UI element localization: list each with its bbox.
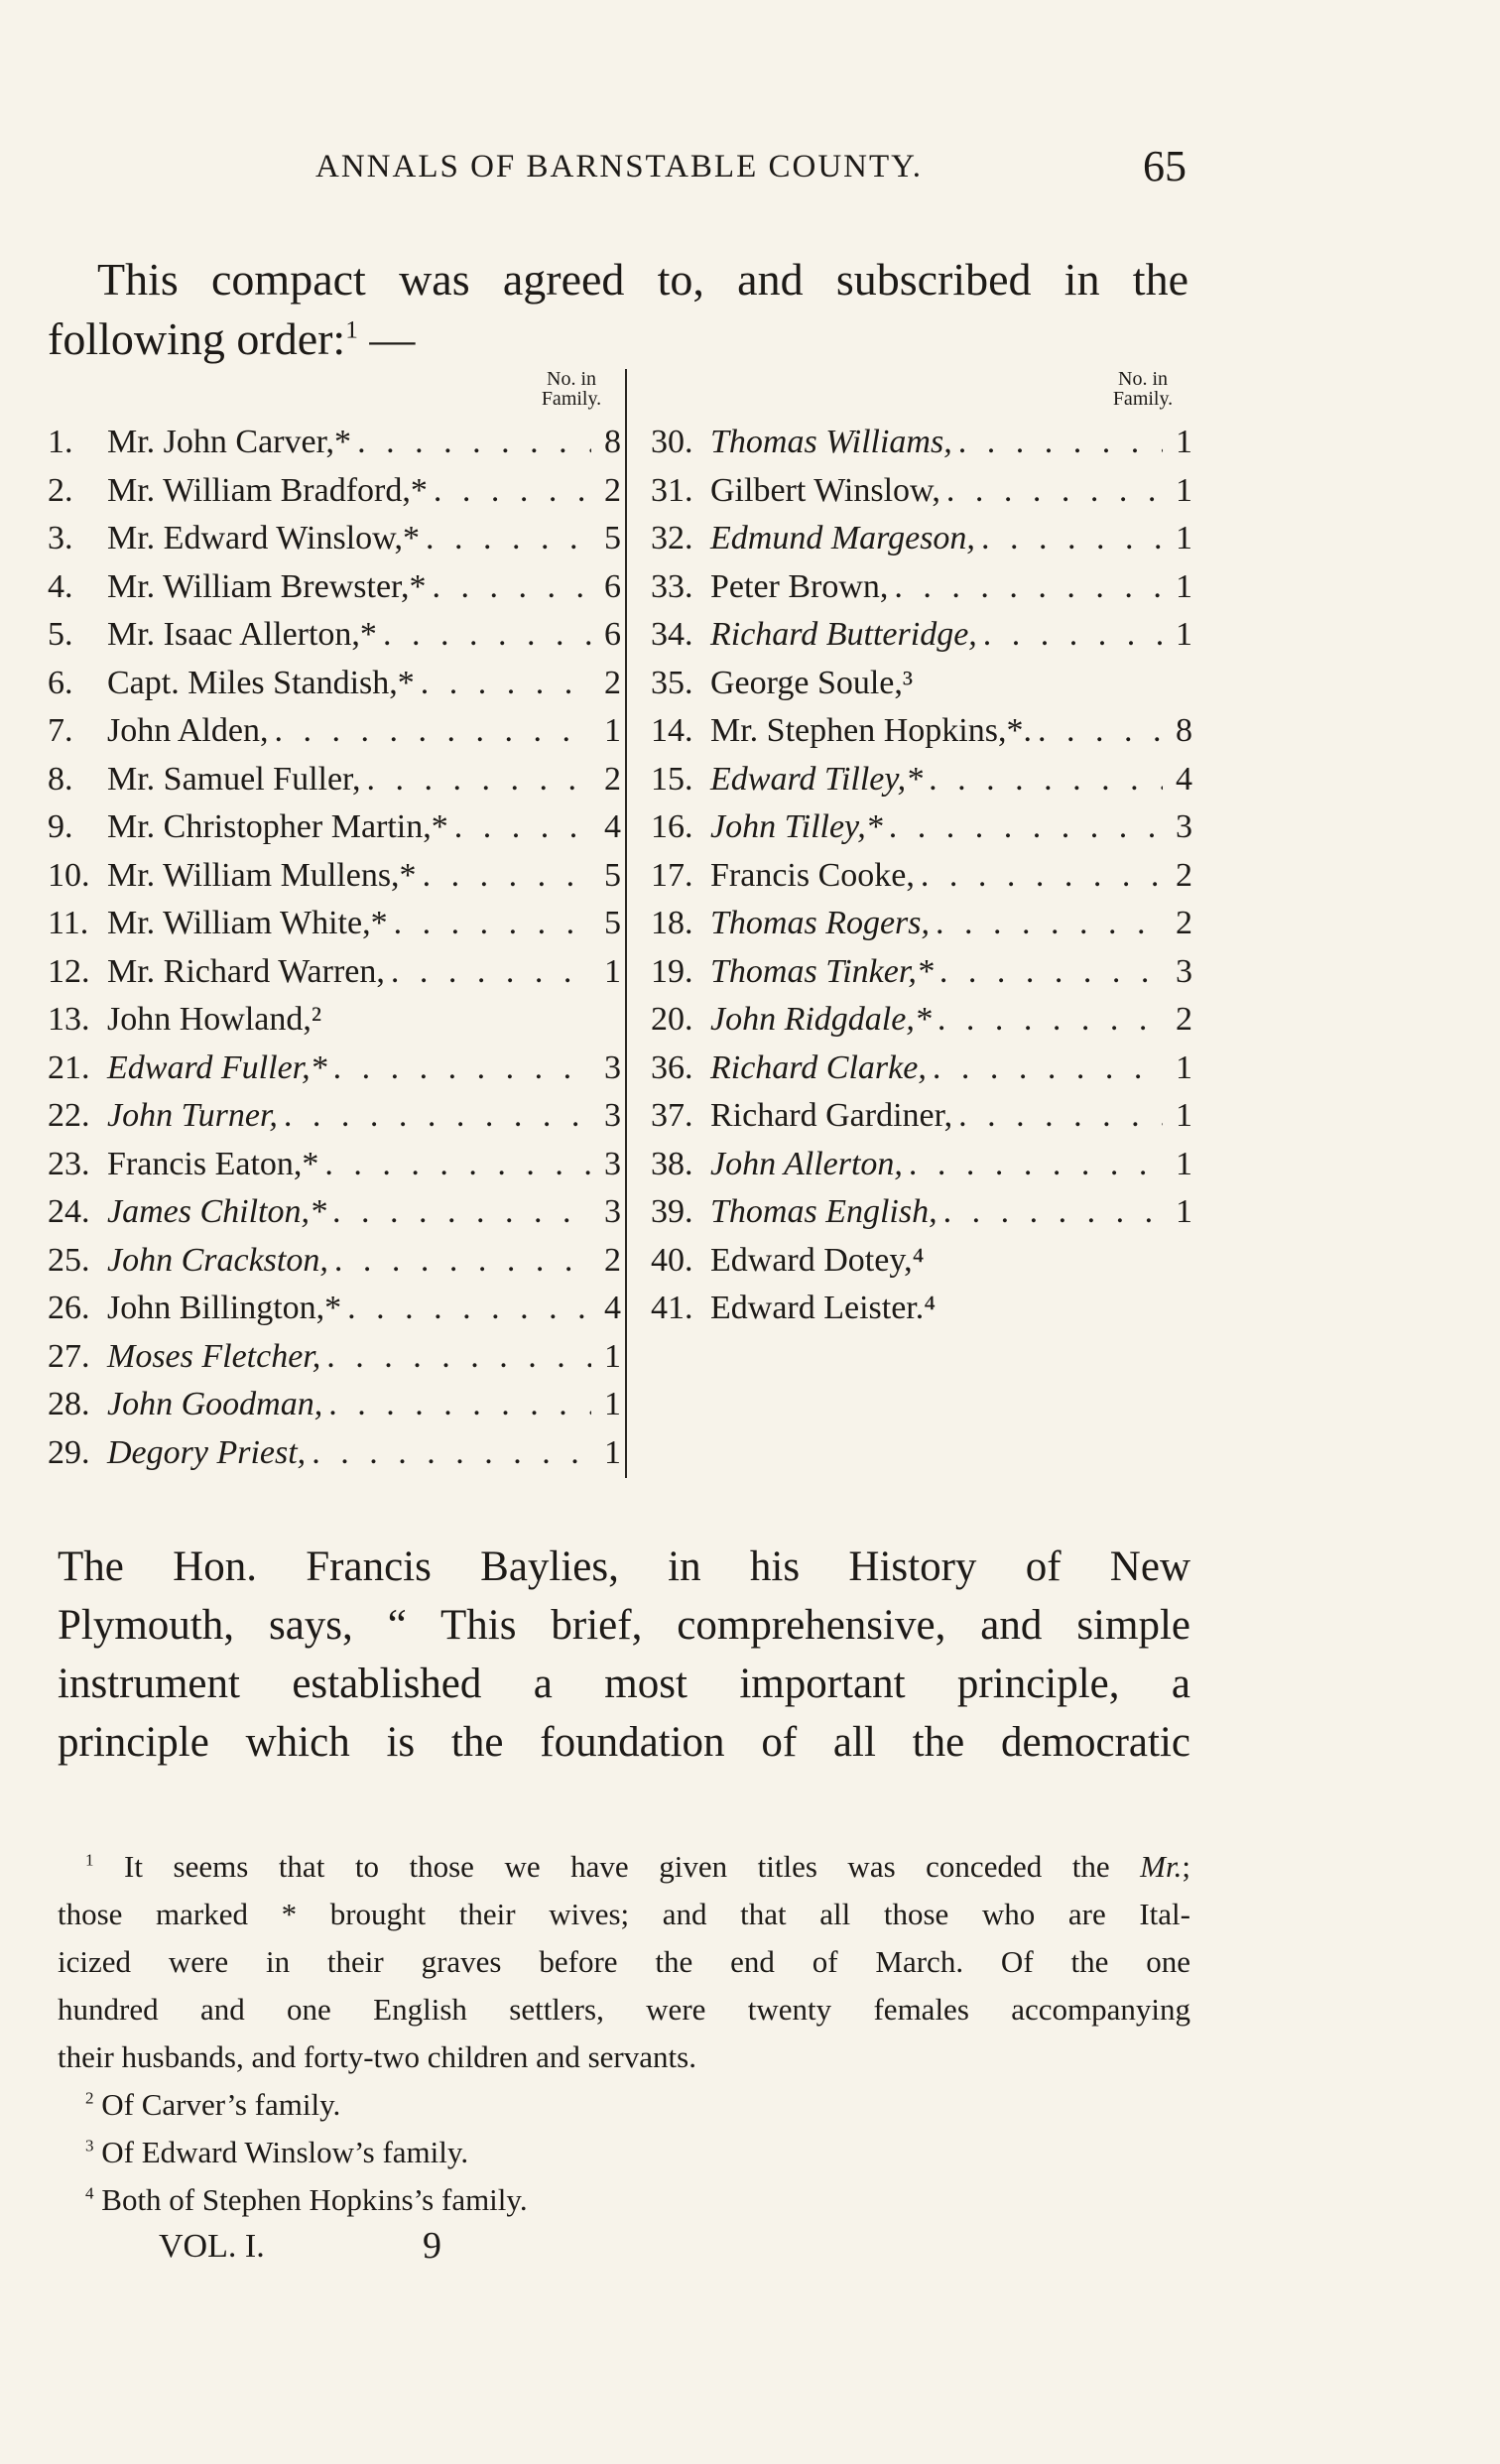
family-count: 1 <box>1176 1097 1192 1134</box>
dot-leader <box>268 707 591 756</box>
signer-name: John Billington,* <box>107 1290 342 1326</box>
family-count: 2 <box>1176 1001 1192 1038</box>
signer-number: 37. <box>651 1097 693 1134</box>
signer-name: Mr. John Carver,* <box>107 424 352 460</box>
signer-name: Thomas English, <box>710 1193 938 1230</box>
dot-leader <box>420 515 591 563</box>
signer-row <box>48 1429 621 1478</box>
signer-name: John Alden, <box>107 712 269 749</box>
signer-name: Mr. Christopher Martin,* <box>107 808 448 845</box>
signature-mark <box>159 2225 441 2267</box>
signer-row <box>651 803 1192 852</box>
signer-number: 32. <box>651 520 693 556</box>
signer-number: 17. <box>651 856 693 894</box>
family-count: 2 <box>604 1241 621 1279</box>
signer-row <box>48 996 621 1045</box>
dot-leader <box>936 1285 1163 1333</box>
signer-number: 7. <box>48 712 73 749</box>
signer-number: 23. <box>48 1145 90 1182</box>
signer-row <box>48 948 621 997</box>
footnote-4 <box>58 2176 1190 2224</box>
footnote-2-marker: 2 <box>85 2088 94 2108</box>
family-count: 2 <box>604 471 621 509</box>
footnote-1-line-1-post: ; <box>1182 1849 1190 1884</box>
signer-name: Edward Fuller,* <box>107 1048 327 1086</box>
signer-row <box>48 1237 621 1286</box>
signer-row <box>48 1045 621 1093</box>
family-count: 2 <box>604 760 621 798</box>
signer-number: 1. <box>48 424 73 460</box>
signer-number: 20. <box>651 1001 693 1038</box>
signer-name: Richard Gardiner, <box>710 1097 953 1134</box>
family-count: 4 <box>1176 760 1192 798</box>
signer-row <box>651 948 1192 997</box>
signers-list-left <box>48 419 621 1477</box>
signer-number: 3. <box>48 520 73 556</box>
signer-name: Mr. William Mullens,* <box>107 856 417 894</box>
signer-name: John Tilley,* <box>710 808 883 845</box>
family-count: 3 <box>1176 808 1192 845</box>
signer-row <box>651 419 1192 467</box>
family-count <box>1163 1237 1192 1286</box>
signer-name: Moses Fletcher, <box>107 1337 321 1375</box>
signer-number: 11. <box>48 905 89 941</box>
signer-number: 10. <box>48 856 90 894</box>
signers-list-right <box>651 419 1192 1333</box>
dot-leader <box>377 611 591 660</box>
dot-leader <box>934 948 1163 997</box>
body-paragraph <box>58 1538 1190 1772</box>
family-count: 4 <box>604 808 621 845</box>
body-line-1: The Hon. Francis Baylies, in his History of New <box>58 1543 1190 1590</box>
signer-row <box>48 1092 621 1141</box>
signer-row <box>651 563 1192 612</box>
intro-line-1: This compact was agreed to, and subscribed in the <box>97 254 1188 305</box>
dot-leader <box>415 660 591 708</box>
family-count: 1 <box>604 952 621 990</box>
signer-name: Edward Leister.⁴ <box>710 1290 937 1326</box>
dot-leader <box>320 1333 591 1382</box>
dot-leader <box>952 419 1163 467</box>
signer-number: 31. <box>651 471 693 509</box>
sheet-number: 9 <box>423 2225 441 2267</box>
signer-name: Gilbert Winslow, <box>710 471 940 509</box>
family-count: 1 <box>604 712 621 749</box>
footnote-1-line-1 <box>58 1843 1190 1891</box>
column-header-family-right: No. in Family. <box>1112 368 1174 410</box>
signer-row <box>651 611 1192 660</box>
dot-leader <box>388 900 591 948</box>
family-count: 1 <box>1176 567 1192 605</box>
signer-name: John Ridgdale,* <box>710 1001 932 1038</box>
signer-name: Degory Priest, <box>107 1433 307 1471</box>
dot-leader <box>913 660 1163 708</box>
signer-row <box>48 1188 621 1237</box>
signer-name: John Howland,² <box>107 1001 322 1038</box>
dot-leader <box>322 1381 591 1429</box>
dot-leader <box>903 1141 1163 1189</box>
body-line-2: Plymouth, says, “ This brief, comprehensive, and simple <box>58 1602 1190 1649</box>
dot-leader <box>952 1092 1163 1141</box>
dot-leader <box>321 996 591 1045</box>
signer-name: Mr. Richard Warren, <box>107 952 385 990</box>
signer-row <box>48 852 621 901</box>
footnote-2 <box>58 2081 1190 2129</box>
signer-row <box>651 1285 1192 1333</box>
signer-number: 14. <box>651 712 693 749</box>
signer-name: Francis Eaton,* <box>107 1145 319 1182</box>
intro-paragraph <box>48 250 1188 369</box>
dot-leader <box>883 803 1163 852</box>
signers-column-right <box>625 369 1192 1478</box>
dot-leader <box>427 563 592 612</box>
signer-row <box>651 467 1192 516</box>
footnote-1-marker: 1 <box>85 1850 94 1870</box>
footnote-3-marker: 3 <box>85 2136 94 2156</box>
signer-name: John Allerton, <box>710 1145 903 1182</box>
signer-number: 4. <box>48 567 73 605</box>
footnote-3-text: Of Edward Winslow’s family. <box>93 2135 469 2169</box>
signer-row <box>48 1141 621 1189</box>
signer-number: 2. <box>48 471 73 509</box>
family-count: 1 <box>1176 616 1192 653</box>
signer-row <box>48 803 621 852</box>
footnote-1-line-2: those marked * brought their wives; and that all those who are Ital- <box>58 1897 1190 1931</box>
signer-row <box>651 1188 1192 1237</box>
family-count: 8 <box>604 424 621 460</box>
signer-name: Edward Dotey,⁴ <box>710 1241 925 1279</box>
signer-name: Edmund Margeson, <box>710 520 975 556</box>
dot-leader <box>448 803 591 852</box>
signer-row <box>48 1285 621 1333</box>
intro-line-2 <box>48 309 1188 369</box>
dot-leader <box>428 467 591 516</box>
signer-name: Mr. William Brewster,* <box>107 567 427 605</box>
family-count: 5 <box>604 856 621 894</box>
dot-leader <box>915 852 1163 901</box>
footnote-1-line-4: hundred and one English settlers, were twenty females accompanying <box>58 1992 1190 2027</box>
column-header-family-left: No. in Family. <box>541 368 602 410</box>
signer-row <box>48 660 621 708</box>
dot-leader <box>977 611 1163 660</box>
dot-leader <box>318 1141 591 1189</box>
signer-number: 6. <box>48 664 73 701</box>
signer-number: 30. <box>651 424 693 460</box>
signer-row <box>48 900 621 948</box>
signer-number: 27. <box>48 1337 90 1375</box>
signer-name: John Goodman, <box>107 1386 323 1422</box>
dot-leader <box>328 1237 591 1286</box>
family-count: 6 <box>604 616 621 653</box>
family-count: 1 <box>1176 1048 1192 1086</box>
volume-label: VOL. I. <box>159 2228 265 2265</box>
signer-name: Thomas Williams, <box>710 424 952 460</box>
signer-name: Mr. Stephen Hopkins,*. <box>710 712 1032 749</box>
body-line-4: principle which is the foundation of all the democratic <box>58 1719 1190 1766</box>
signer-number: 28. <box>48 1386 90 1422</box>
signer-number: 22. <box>48 1097 90 1134</box>
family-count: 2 <box>604 664 621 701</box>
signer-number: 19. <box>651 952 693 990</box>
signer-row <box>651 660 1192 708</box>
dot-leader <box>927 1045 1163 1093</box>
signer-name: Mr. Isaac Allerton,* <box>107 616 377 653</box>
intro-dash: — <box>357 313 416 364</box>
dot-leader <box>888 563 1163 612</box>
signer-row <box>651 756 1192 804</box>
dot-leader <box>278 1092 591 1141</box>
signer-row <box>48 707 621 756</box>
family-count: 1 <box>604 1386 621 1422</box>
signer-row <box>651 1045 1192 1093</box>
signer-number: 38. <box>651 1145 693 1182</box>
family-count <box>591 996 621 1045</box>
signer-row <box>48 1333 621 1382</box>
signer-number: 33. <box>651 567 693 605</box>
footnote-4-marker: 4 <box>85 2183 94 2203</box>
family-count: 3 <box>604 1145 621 1182</box>
body-line-3: instrument established a most important principle, a <box>58 1661 1190 1707</box>
footnote-1-mr: Mr. <box>1140 1849 1183 1884</box>
family-count: 3 <box>604 1193 621 1230</box>
signer-number: 15. <box>651 760 693 798</box>
signer-name: Mr. William White,* <box>107 905 388 941</box>
signer-number: 34. <box>651 616 693 653</box>
footnote-2-text: Of Carver’s family. <box>93 2087 341 2122</box>
dot-leader <box>932 996 1163 1045</box>
footnote-3 <box>58 2129 1190 2176</box>
family-count: 5 <box>604 905 621 941</box>
signer-name: Richard Clarke, <box>710 1048 927 1086</box>
family-count: 1 <box>1176 520 1192 556</box>
dot-leader <box>938 1188 1163 1237</box>
signer-row <box>48 467 621 516</box>
dot-leader <box>417 852 591 901</box>
signer-name: Richard Butteridge, <box>710 616 977 653</box>
footnote-1-line-3: icized were in their graves before the end of March. Of the one <box>58 1944 1190 1979</box>
signer-number: 35. <box>651 664 693 701</box>
family-count <box>1163 660 1192 708</box>
signer-number: 13. <box>48 1001 90 1038</box>
signer-name: John Turner, <box>107 1097 278 1134</box>
dot-leader <box>923 756 1163 804</box>
signer-row <box>651 1237 1192 1286</box>
intro-line-2-text: following order: <box>48 313 346 364</box>
signer-number: 21. <box>48 1048 90 1086</box>
signer-number: 26. <box>48 1290 90 1326</box>
signer-name: John Crackston, <box>107 1241 328 1279</box>
family-count: 2 <box>1176 905 1192 941</box>
signer-row <box>651 1141 1192 1189</box>
dot-leader <box>1032 707 1163 756</box>
signer-number: 16. <box>651 808 693 845</box>
dot-leader <box>327 1045 591 1093</box>
signer-number: 36. <box>651 1048 693 1086</box>
family-count: 1 <box>1176 1193 1192 1230</box>
dot-leader <box>940 467 1163 516</box>
family-count: 1 <box>1176 1145 1192 1182</box>
footnote-1-line-5: their husbands, and forty-two children and servants. <box>58 2039 696 2074</box>
signer-name: George Soule,³ <box>710 664 914 701</box>
signer-row <box>651 900 1192 948</box>
dot-leader <box>975 515 1163 563</box>
family-count: 5 <box>604 520 621 556</box>
running-title: ANNALS OF BARNSTABLE COUNTY. <box>315 149 923 185</box>
signer-row <box>48 515 621 563</box>
dot-leader <box>351 419 591 467</box>
signer-number: 25. <box>48 1241 90 1279</box>
family-count: 1 <box>604 1433 621 1471</box>
dot-leader <box>361 756 591 804</box>
footnotes <box>58 1843 1190 2224</box>
signer-name: Edward Tilley,* <box>710 760 924 798</box>
signer-number: 40. <box>651 1241 693 1279</box>
signer-name: Mr. Edward Winslow,* <box>107 520 420 556</box>
signer-number: 9. <box>48 808 73 845</box>
signer-row <box>48 419 621 467</box>
signer-number: 8. <box>48 760 73 798</box>
signer-number: 41. <box>651 1290 693 1326</box>
footnote-1 <box>58 1843 1190 2081</box>
dot-leader <box>306 1429 591 1478</box>
signer-row <box>48 563 621 612</box>
family-count: 1 <box>1176 424 1192 460</box>
family-count: 8 <box>1176 712 1192 749</box>
signer-name: Francis Cooke, <box>710 856 915 894</box>
family-count: 1 <box>604 1337 621 1375</box>
footnote-4-text: Both of Stephen Hopkins’s family. <box>93 2182 528 2217</box>
signer-row <box>651 852 1192 901</box>
signer-row <box>651 1092 1192 1141</box>
family-count: 3 <box>604 1048 621 1086</box>
dot-leader <box>326 1188 591 1237</box>
signer-row <box>651 996 1192 1045</box>
family-count: 2 <box>1176 856 1192 894</box>
signer-number: 24. <box>48 1193 90 1230</box>
signer-number: 5. <box>48 616 73 653</box>
dot-leader <box>930 900 1163 948</box>
family-count <box>1163 1285 1192 1333</box>
signer-number: 18. <box>651 905 693 941</box>
signer-name: Capt. Miles Standish,* <box>107 664 415 701</box>
signer-number: 29. <box>48 1433 90 1471</box>
signer-name: Mr. Samuel Fuller, <box>107 760 361 798</box>
dot-leader <box>385 948 591 997</box>
signer-row <box>48 756 621 804</box>
signer-row <box>651 515 1192 563</box>
dot-leader <box>924 1237 1163 1286</box>
signer-number: 39. <box>651 1193 693 1230</box>
signer-number: 12. <box>48 952 90 990</box>
signer-name: Thomas Rogers, <box>710 905 931 941</box>
signer-name: Mr. William Bradford,* <box>107 471 428 509</box>
signer-name: Peter Brown, <box>710 567 889 605</box>
family-count: 1 <box>1176 471 1192 509</box>
page-number: 65 <box>1143 142 1187 190</box>
signer-row <box>48 1381 621 1429</box>
signer-name: James Chilton,* <box>107 1193 326 1230</box>
footnote-ref-1: 1 <box>345 315 358 344</box>
family-count: 6 <box>604 567 621 605</box>
dot-leader <box>341 1285 591 1333</box>
family-count: 4 <box>604 1290 621 1326</box>
signer-row <box>48 611 621 660</box>
signer-row <box>651 707 1192 756</box>
family-count: 3 <box>604 1097 621 1134</box>
family-count: 3 <box>1176 952 1192 990</box>
signer-name: Thomas Tinker,* <box>710 952 934 990</box>
footnote-1-line-1-pre: It seems that to those we have given titles was conceded the <box>93 1849 1141 1884</box>
